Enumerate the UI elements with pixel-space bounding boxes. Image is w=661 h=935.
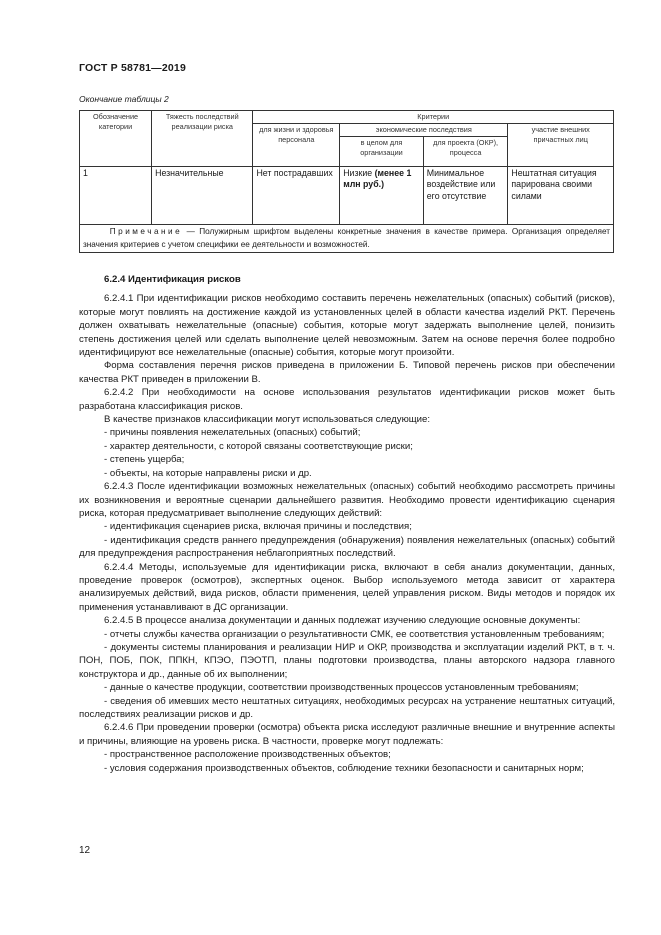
list-item: - условия содержания производственных объектов, соблюдение техники безопасности и санитарных норм; xyxy=(104,762,584,774)
header-economic: экономические последствия xyxy=(340,124,508,137)
header-project: для проекта (ОКР), процесса xyxy=(423,137,508,167)
paragraph: В качестве признаков классификации могут использоваться следующие: xyxy=(104,414,431,426)
note-label: Примечание xyxy=(109,227,183,236)
paragraph: 6.2.4.6 При проведении проверки (осмотра) объекта риска исследуют различные внешние и внутренние аспекты и причины, влияющие на уровень риска. В частности, проверке могут подлежать: xyxy=(79,722,615,747)
header-severity: Тяжесть последствий реализации риска xyxy=(152,111,253,167)
cell-life: Нет пострадавших xyxy=(253,167,340,225)
risk-criteria-table xyxy=(79,110,614,253)
list-item: - характер деятельности, с которой связаны соответствующие риски; xyxy=(104,440,413,452)
table-caption: Окончание таблицы 2 xyxy=(79,94,169,104)
cell-project: Минимальное воздействие или его отсутствие xyxy=(423,167,508,225)
header-org: в целом для организации xyxy=(340,137,424,167)
header-category: Обозначение категории xyxy=(80,111,152,167)
list-item: - идентификация средств раннего предупреждения (обнаружения) появления нежелательных (опасных) событий для предупреждения распространения неблагоприятных последствий. xyxy=(79,534,615,560)
list-item: - причины появления нежелательных (опасных) событий; xyxy=(104,427,361,439)
paragraph: 6.2.4.2 При необходимости на основе использования результатов идентификации рисков может быть разработана классификация рисков. xyxy=(79,387,615,412)
cell-external: Нештатная ситуация парирована своими силами xyxy=(508,167,614,225)
cell-category: 1 xyxy=(80,167,152,225)
section-body xyxy=(79,273,615,775)
list-item: - отчеты службы качества организации о результативности СМК, ее соответствия установленным требованиям; xyxy=(104,628,605,640)
paragraph: 6.2.4.4 Методы, используемые для идентификации риска, включают в себя анализ документации, данных, проведение проверок (осмотров), экспертных оценок. Выбор используемого метода зависит от характера анализируемых действий, вида рисков, области применения, целей управления риском. Виды методов и порядок их применения устанавливают в ДС организации. xyxy=(79,561,615,613)
paragraph: 6.2.4.5 В процессе анализа документации и данных подлежат изучению следующие основные документы: xyxy=(104,615,581,627)
section-heading: 6.2.4 Идентификация рисков xyxy=(104,274,241,285)
paragraph: Форма составления перечня рисков приведена в приложении Б. Типовой перечень рисков при обеспечении качества РКТ приведен в приложении В. xyxy=(79,360,615,385)
page-number: 12 xyxy=(79,845,91,856)
list-item: - пространственное расположение производственных объектов; xyxy=(104,749,391,761)
cell-org-text: Низкие xyxy=(343,168,375,178)
list-item: - сведения об имевших место нештатных ситуациях, необходимых ресурсах на устранение нештатных ситуаций, последствиях реализации рисков и др. xyxy=(79,695,615,720)
note-text: — Полужирным шрифтом выделены конкретные значения в качестве примера. Организация определяет значения критериев с учетом специфики ее деятельности и возможностей. xyxy=(83,227,610,249)
paragraph: 6.2.4.1 При идентификации рисков необходимо составить перечень нежелательных (опасных) событий (рисков), которые могут повлиять на достижение каждой из установленных целей в области качества изделий РКТ. Перечень должен охватывать нежелательные (опасные) события, которые могут задержать выполнение целей, понизить степень достижения целей или сделать выполнение целей невозможным. Затем на основе перечня более подробно идентифицируют все нежелательные (опасные) события, которые могут произойти. xyxy=(79,293,615,359)
cell-severity: Незначительные xyxy=(152,167,253,225)
list-item: - документы системы планирования и реализации НИР и ОКР, производства и эксплуатации изделий РКТ, в т. ч. ПОН, ПОБ, ПОК, ППКН, КПЭО, ПЭОТП, планы подготовки производства, планы авторского надзора главного конструктора и др., данные об их выполнении; xyxy=(79,641,615,680)
document-header: ГОСТ Р 58781—2019 xyxy=(79,62,187,74)
paragraph: 6.2.4.3 После идентификации возможных нежелательных (опасных) событий необходимо рассмотреть причины их возникновения и вероятные сценарии дальнейшего развития. Необходимо провести идентификацию сценария риска, которая предусматривает выполнение следующих действий: xyxy=(79,481,615,519)
table-note xyxy=(80,225,614,253)
cell-org xyxy=(340,167,424,225)
list-item: - объекты, на которые направлены риски и др. xyxy=(104,467,312,479)
list-item: - степень ущерба; xyxy=(104,454,185,466)
header-criteria: Критерии xyxy=(253,111,614,124)
header-external: участие внешних причастных лиц xyxy=(508,124,614,167)
header-life: для жизни и здоровья персонала xyxy=(253,124,340,167)
list-item: - данные о качестве продукции, соответствии производственных процессов установленным требованиям; xyxy=(104,682,579,694)
list-item: - идентификация сценариев риска, включая причины и последствия; xyxy=(104,521,412,533)
table-row xyxy=(80,167,614,225)
cell-org-bold: (менее 1 млн руб.) xyxy=(343,168,412,190)
